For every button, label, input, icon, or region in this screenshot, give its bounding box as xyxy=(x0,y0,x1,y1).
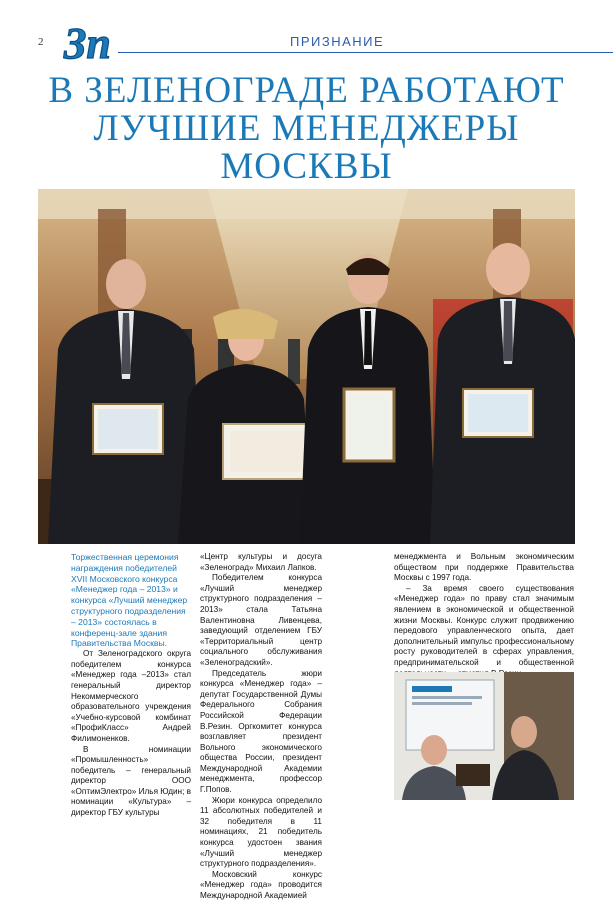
page-header xyxy=(0,0,613,72)
article-column-1 xyxy=(71,552,191,819)
page-number: 2 xyxy=(38,36,44,48)
logo-lettering: Зп xyxy=(64,19,111,68)
article-paragraph: Председатель жюри конкурса «Менеджер года» – депутат Государственной Думы Федерального Собрания Российской Федерации В.Резин. Оргкомитет конкурса возглавляет президент Вольного экономического общества России, президент Международной Академии менеджмента, профессор Г.Попов. xyxy=(200,668,322,795)
article-paragraph: Победителем конкурса «Лучший менеджер структурного подразделения – 2013» стала Татьяна Валентиновна Ливенцева, заведующий отделением ГБУ «Территориальный центр социального обслуживания «Зеленоградский». xyxy=(200,573,322,667)
article-paragraph: В номинации «Промышленность» победитель – генеральный директор ООО «ОптимЭлектро» Илья Юдин; в номинации «Культура» – директор ГБУ культуры xyxy=(71,744,191,818)
article-paragraph: Жюри конкурса определило 11 абсолютных победителей и 32 победителя в 11 номинациях, 21 победитель конкурса удостоен звания «Лучший менеджер структурного подразделения». xyxy=(200,795,322,869)
section-title: ПРИЗНАНИЕ xyxy=(290,34,385,49)
article-column-3 xyxy=(394,552,574,679)
headline-line-3: МОСКВЫ xyxy=(220,146,393,187)
headline-line-2: ЛУЧШИЕ МЕНЕДЖЕРЫ xyxy=(93,108,520,149)
article-column-2 xyxy=(200,552,322,902)
article-paragraph: – За время своего существования «Менеджер года» по праву стал значимым явлением в экономической и общественной жизни Москвы. Конкурс служит продвижению передового управленческого опыта, дает дополнительный импульс профессиональному росту руководителей в сферах управления, предпринимательской и общественной xyxy=(394,583,574,667)
article-paragraph: менеджмента и Вольным экономическим обществом при поддержке Правительства Москвы с 1997 года. xyxy=(394,552,574,583)
article-lead: Торжественная церемония награждения победителей XVII Московского конкурса «Менеджер года – 2013» и конкурса «Лучший менеджер структурного подразделения – 2013» состоялась в конференц-зале здания Правительства Москвы. xyxy=(71,552,188,649)
article-paragraph: Московский конкурс «Менеджер года» проводится Международной Академией xyxy=(200,869,322,900)
header-rule xyxy=(118,52,613,53)
winners-photo xyxy=(38,189,575,544)
article-headline xyxy=(0,72,613,186)
ceremony-photo xyxy=(394,672,574,800)
headline-line-1: В ЗЕЛЕНОГРАДЕ РАБОТАЮТ xyxy=(48,70,565,111)
article-paragraph: «Центр культуры и досуга «Зеленоград» Михаил Лапков. xyxy=(200,552,322,572)
newspaper-logo xyxy=(58,14,132,70)
article-paragraph: От Зеленоградского округа победителем конкурса «Менеджер года –2013» стал генеральный директор Некоммерческого образовательного учреждения «Учебно-курсовой комбинат «ПрофиКласс» Андрей Филимоненков. xyxy=(71,649,191,743)
